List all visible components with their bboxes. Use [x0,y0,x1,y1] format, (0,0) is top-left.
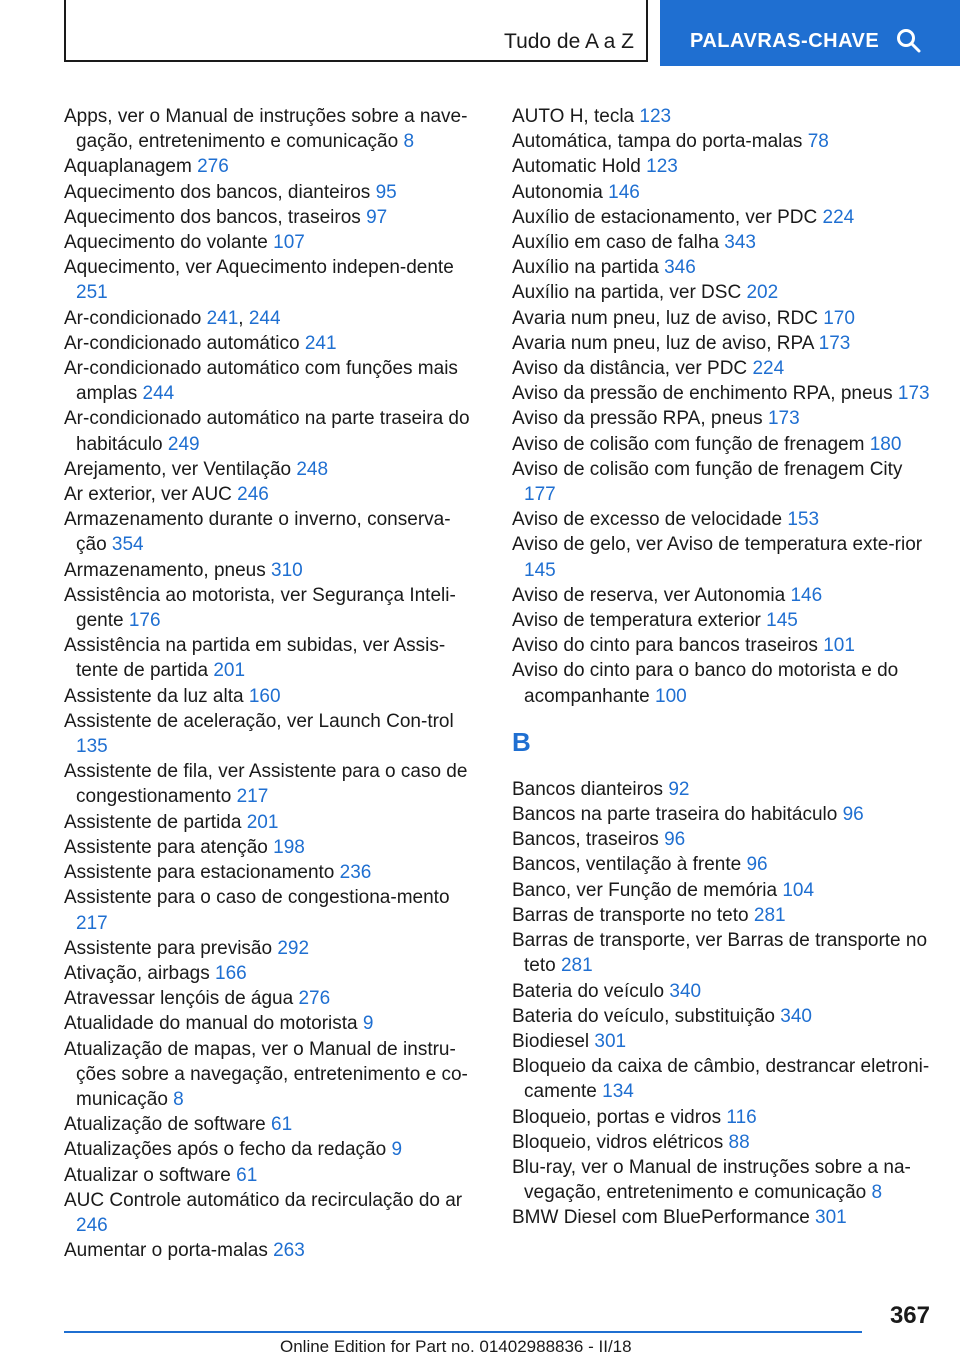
index-entry-text: Atualidade do manual do motorista [64,1013,358,1035]
page-number: 367 [889,1302,930,1329]
index-entry [512,457,936,507]
index-entry-text: Auxílio de estacionamento, ver PDC [512,206,818,228]
index-entry [512,356,936,381]
index-entry-text: Atualização de software [64,1114,266,1136]
page-reference-link[interactable]: 263 [273,1240,305,1262]
index-entry [64,709,480,759]
index-entry: Ar-condicionado 241, 244 [64,307,281,329]
index-entry [64,331,480,356]
page-reference-link[interactable]: 224 [752,358,785,380]
index-entry [512,878,936,903]
page-reference-link[interactable]: 241 [304,332,337,354]
index-entry-text: Atualização de mapas, ver o Manual de instru-ções sobre a navegação, entretenimento e co-municação [64,1038,468,1110]
search-icon[interactable] [896,28,922,54]
page-reference-link[interactable]: 88 [728,1131,750,1153]
index-entry-text: Aviso da distância, ver PDC [512,358,748,380]
index-entry [64,633,480,683]
index-entry [64,457,480,482]
index-column-left [64,104,480,1263]
index-entry [512,1054,936,1104]
index-entry-text: Assistente de aceleração, ver Launch Con-trol [64,710,454,732]
page-reference-link[interactable]: 96 [664,829,686,851]
index-entry-text: Bateria do veículo, substituição [512,1005,775,1027]
page-reference-link[interactable]: 340 [780,1005,812,1027]
index-entry-text: Bloqueio, portas e vidros [512,1106,722,1128]
index-entry-text: Aquaplanagem [64,156,192,178]
page-reference-link[interactable]: 173 [897,383,930,405]
index-column-right [512,104,936,1231]
index-entry [64,205,480,230]
page-reference-link[interactable]: 96 [842,804,864,826]
index-entry [512,903,936,928]
index-entry [512,205,936,230]
page-reference-link[interactable]: 96 [746,854,768,876]
page-reference-link[interactable]: 134 [602,1081,634,1103]
index-entry-text: Aviso do cinto para o banco do motorista e do acompanhante [512,660,899,707]
page-reference-link[interactable]: 177 [524,484,556,506]
index-entry [512,777,936,802]
index-entry-text: Aquecimento, ver Aquecimento indepen-dente [64,257,454,279]
page-reference-link[interactable]: 107 [273,232,305,254]
index-entry [64,835,480,860]
page-reference-link[interactable]: 146 [608,181,640,203]
page-reference-link[interactable]: 123 [639,106,672,127]
index-entry [64,406,480,456]
index-entry-text: Ar-condicionado [64,307,202,329]
index-group-a-continued [512,104,936,709]
index-entry-text: Armazenamento, pneus [64,559,266,581]
index-entry-text: Bloqueio, vidros elétricos [512,1131,724,1153]
page-reference-link[interactable]: 276 [197,156,229,178]
page-reference-link[interactable]: 202 [746,282,779,304]
index-entry [512,583,936,608]
page-reference-link[interactable]: 198 [273,836,305,858]
index-entry [512,406,936,431]
index-entry-text: Ar-condicionado automático [64,332,300,354]
index-entry-text: AUTO H, tecla [512,106,635,127]
index-entry-text: Auxílio na partida [512,257,659,279]
page-reference-link[interactable]: 251 [76,282,108,304]
page-reference-link[interactable]: 236 [339,862,372,884]
page-reference-link[interactable]: 8 [173,1088,184,1110]
index-entry-text: Blu-ray, ver o Manual de instruções sobre a na-vegação, entretenimento e comunicação [512,1156,911,1204]
index-entry-text: Auxílio na partida, ver DSC [512,282,742,304]
index-entry [64,860,480,885]
index-entry-text: Aquecimento dos bancos, traseiros [64,206,361,228]
index-entry [64,1011,480,1036]
index-entry [64,810,480,835]
index-entry-text: Ar-condicionado automático com funções mais amplas [64,358,458,405]
index-entry [512,306,936,331]
page-reference-link[interactable]: 92 [668,778,690,800]
index-entry-text: Autonomia [512,181,603,203]
page-reference-link[interactable]: 301 [594,1030,627,1052]
index-entry-text: Arejamento, ver Ventilação [64,458,292,480]
index-entry-text: Assistente para atenção [64,836,268,858]
page-reference-link[interactable]: 217 [76,912,108,934]
page-reference-link[interactable]: 116 [726,1106,757,1128]
page-reference-link[interactable]: 145 [524,559,556,581]
index-entry-text: Atualizar o software [64,1164,231,1186]
index-entry-text: Biodiesel [512,1030,590,1052]
index-entry-text: Ar-condicionado automático na parte traseira do habitáculo [64,408,470,455]
index-entry [64,507,480,557]
tab-a-to-z[interactable] [64,0,648,62]
page-reference-link[interactable]: 340 [669,980,702,1002]
index-entry [64,356,480,406]
index-entry-text: Banco, ver Função de memória [512,879,778,901]
page-reference-link[interactable]: 292 [277,937,310,959]
index-entry-text: Armazenamento durante o inverno, conserva-ção [64,509,451,556]
page-reference-link[interactable]: 146 [790,584,823,606]
index-entry-text: Assistência ao motorista, ver Segurança Inteli-gente [64,584,456,632]
index-entry-text: Ativação, airbags [64,962,210,984]
page-reference-link[interactable]: 249 [167,433,200,455]
index-entry [64,885,480,935]
page-reference-link[interactable]: 97 [366,206,388,228]
header-bar [0,0,960,66]
page-reference-link[interactable]: 9 [391,1139,403,1161]
index-entry [512,633,936,658]
index-entry [512,180,936,205]
index-entry [64,961,480,986]
index-entry-text: Aviso de reserva, ver Autonomia [512,584,786,606]
index-entry [512,432,936,457]
index-entry [64,154,480,179]
index-entry [64,759,480,809]
footer-edition-text: Online Edition for Part no. 01402988836 - II/18 [280,1337,632,1356]
page-reference-link[interactable]: 8 [403,131,415,153]
index-entry [512,979,936,1004]
page-reference-link[interactable]: 173 [767,408,800,430]
index-entry-text: Aviso de gelo, ver Aviso de temperatura exte-rior [512,534,923,556]
index-entry [64,1137,480,1162]
index-entry-text: Assistente para estacionamento [64,862,335,884]
index-entry-text: Aviso de excesso de velocidade [512,509,783,531]
index-entry-text: AUC Controle automático da recirculação do ar [64,1189,463,1211]
page-reference-link[interactable]: 246 [76,1214,108,1236]
page-reference-link[interactable]: 310 [271,559,303,581]
index-entry-text: Aquecimento dos bancos, dianteiros [64,181,371,203]
index-entry-text: Bancos, ventilação à frente [512,854,742,876]
index-entry-text: Atravessar lençóis de água [64,988,294,1010]
page-reference-link[interactable]: 180 [869,433,902,455]
page-reference-link[interactable]: 61 [236,1164,258,1186]
index-entry [64,230,480,255]
index-entry [64,1238,480,1263]
page-reference-link[interactable]: 281 [560,955,593,977]
index-entry [512,1004,936,1029]
page-reference-link[interactable]: 100 [655,685,687,707]
page-reference-link[interactable]: 281 [753,904,786,926]
index-entry [512,1029,936,1054]
index-entry-text: Automática, tampa do porta-malas [512,131,803,153]
page-reference-link[interactable]: 244 [142,383,175,405]
index-entry-text: Assistente para previsão [64,937,273,959]
index-entry-text: Barras de transporte, ver Barras de transporte no teto [512,930,928,977]
page-reference-link[interactable]: 343 [724,232,756,254]
footer-divider [64,1331,862,1333]
page-reference-link[interactable]: 104 [782,879,815,901]
index-entry [512,1105,936,1130]
index-entry-text: Aviso de temperatura exterior [512,610,761,632]
page-reference-link[interactable]: 201 [213,660,246,682]
page-reference-link[interactable]: 166 [215,962,247,984]
tab-a-to-z-label: Tudo de A a Z [504,30,634,53]
index-entry-text: Barras de transporte no teto [512,904,749,926]
index-entry-text: Aquecimento do volante [64,232,268,254]
index-entry [64,482,480,507]
index-entry [64,255,480,305]
index-entry [64,1112,480,1137]
page-reference-link[interactable]: 354 [111,534,144,556]
index-entry-text: Aumentar o porta-malas [64,1240,268,1262]
index-entry [512,928,936,978]
index-entry-text: Aviso do cinto para bancos traseiros [512,635,818,657]
page-reference-link[interactable]: 217 [236,786,269,808]
index-entry-text: Bancos dianteiros [512,778,664,800]
page-reference-link[interactable]: 201 [246,811,279,833]
index-entry [512,230,936,255]
index-entry [512,381,936,406]
index-entry-text: Avaria num pneu, luz de aviso, RDC [512,307,818,329]
index-entry-text: Ar exterior, ver AUC [64,484,232,506]
page-reference-link[interactable]: 8 [871,1182,883,1204]
index-entry [512,827,936,852]
page-reference-link[interactable]: 78 [807,131,829,153]
index-entry [64,180,480,205]
index-entry-text: Assistente de fila, ver Assistente para o caso de congestionamento [64,761,468,808]
index-entry-text: Bancos na parte traseira do habitáculo [512,804,838,826]
index-entry [512,852,936,877]
index-entry-text: Aviso da pressão de enchimento RPA, pneus [512,383,893,405]
page-reference-link[interactable]: 301 [815,1207,847,1229]
index-entry [64,986,480,1011]
index-entry-text: Avaria num pneu, luz de aviso, RPA [512,332,814,354]
index-entry [64,936,480,961]
index-entry-text: Bancos, traseiros [512,829,659,851]
page-reference-link[interactable]: 153 [787,509,820,531]
page-reference-link[interactable]: 346 [664,257,696,279]
index-entry [512,1155,936,1205]
index-entry [64,558,480,583]
index-entry-text: Aviso da pressão RPA, pneus [512,408,763,430]
index-entry [64,1188,480,1238]
page-reference-link[interactable]: 95 [375,181,397,203]
page-reference-link[interactable]: 160 [248,685,281,707]
index-entry [512,507,936,532]
index-entry [64,104,480,154]
page-reference-link[interactable]: 248 [296,458,329,480]
index-entry [512,658,936,708]
index-entry [64,1037,480,1113]
tab-keywords-label: PALAVRAS-CHAVE [690,30,880,52]
page-reference-link[interactable]: 9 [362,1013,374,1035]
page-reference-link[interactable]: 170 [823,307,855,329]
section-letter-b: B [512,726,531,757]
index-entry [512,331,936,356]
page-reference-link[interactable]: 101 [823,635,855,657]
page-reference-link[interactable]: 224 [822,206,855,228]
page-reference-link[interactable]: 176 [128,610,161,632]
index-entry [512,802,936,827]
index-entry-text: Atualizações após o fecho da redação [64,1139,387,1161]
page-reference-link[interactable]: 145 [766,610,798,632]
index-entry-text: BMW Diesel com BluePerformance [512,1207,810,1229]
index-entry-text: Assistente da luz alta [64,685,244,707]
index-entry [512,255,936,280]
page-reference-link[interactable]: 244 [248,307,281,329]
page-reference-link[interactable]: 61 [271,1114,293,1136]
index-entry-text: Bateria do veículo [512,980,665,1002]
index-entry [64,1163,480,1188]
index-entry [512,280,936,305]
index-entry [512,1205,936,1230]
page-reference-link[interactable]: 123 [646,156,678,178]
index-entry-text: Assistente para o caso de congestiona-mento [64,887,450,909]
index-entry [512,154,936,179]
page-reference-link[interactable]: 246 [237,484,269,506]
index-entry-text: Bloqueio da caixa de câmbio, destrancar eletroni-camente [512,1056,930,1103]
index-entry-text: Assistente de partida [64,811,242,833]
page-reference-link[interactable]: 135 [76,736,108,758]
page-reference-link[interactable]: 173 [818,332,851,354]
index-entry [512,608,936,633]
page-reference-link[interactable]: 276 [298,988,331,1010]
index-entry-text: Auxílio em caso de falha [512,232,720,254]
index-entry [512,1130,936,1155]
index-entry [512,532,936,582]
index-entry-text: Aviso de colisão com função de frenagem [512,433,865,455]
index-entry-text: Aviso de colisão com função de frenagem City [512,458,903,480]
index-group-b [512,777,936,1231]
index-entry-text: Apps, ver o Manual de instruções sobre a nave-gação, entretenimento e comunicação [64,106,468,153]
index-entry-text: Assistência na partida em subidas, ver Assis-tente de partida [64,635,446,682]
index-entry [64,684,480,709]
index-entry-text: Automatic Hold [512,156,641,178]
index-entry [64,583,480,633]
index-entry [512,129,936,154]
index-entry [512,104,936,129]
page-reference-link[interactable]: 241 [206,307,239,329]
